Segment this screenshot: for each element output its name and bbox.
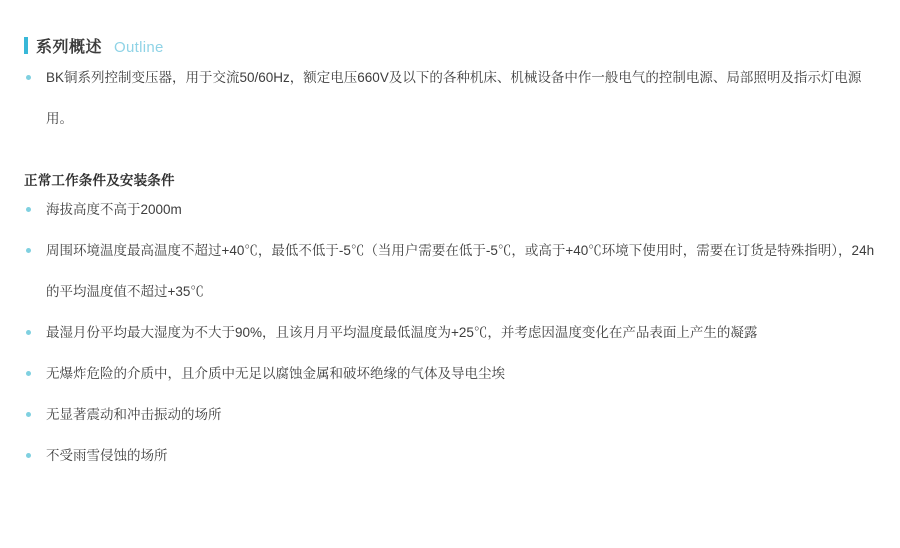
bullet-dot-icon [26, 207, 31, 212]
bullet-dot-icon [26, 75, 31, 80]
conditions-list [24, 189, 876, 476]
list-item [24, 394, 876, 435]
list-item [24, 189, 876, 230]
bullet-dot-icon [26, 371, 31, 376]
subsection-title: 正常工作条件及安装条件 [24, 173, 175, 188]
list-item-text: 不受雨雪侵蚀的场所 [46, 448, 168, 463]
list-item-text: 海拔高度不高于2000m [46, 202, 182, 217]
list-item-text: 最湿月份平均最大湿度为不大于90%，且该月月平均温度最低温度为+25℃，并考虑因温度变化在产品表面上产生的凝露 [46, 325, 758, 340]
list-item-text: 无爆炸危险的介质中，且介质中无足以腐蚀金属和破坏绝缘的气体及导电尘埃 [46, 366, 505, 381]
bullet-dot-icon [26, 248, 31, 253]
bullet-dot-icon [26, 330, 31, 335]
list-item-text: BK铜系列控制变压器，用于交流50/60Hz，额定电压660V及以下的各种机床、机械设备中作一般电气的控制电源、局部照明及指示灯电源用。 [46, 70, 862, 126]
section-title-en: Outline [114, 39, 164, 56]
list-item [24, 312, 876, 353]
section-heading [24, 26, 876, 57]
list-item [24, 353, 876, 394]
section-title-cn: 系列概述 [36, 39, 103, 56]
intro-list [24, 57, 876, 139]
list-item [24, 57, 876, 139]
list-item-text: 周围环境温度最高温度不超过+40℃，最低不低于-5℃（当用户需要在低于-5℃，或高于+40℃环境下使用时，需要在订货是特殊指明），24h的平均温度值不超过+35℃ [46, 243, 875, 299]
bullet-dot-icon [26, 412, 31, 417]
accent-bar-icon [24, 37, 28, 54]
list-item [24, 435, 876, 476]
bullet-dot-icon [26, 453, 31, 458]
list-item-text: 无显著震动和冲击振动的场所 [46, 407, 222, 422]
list-item [24, 230, 876, 312]
